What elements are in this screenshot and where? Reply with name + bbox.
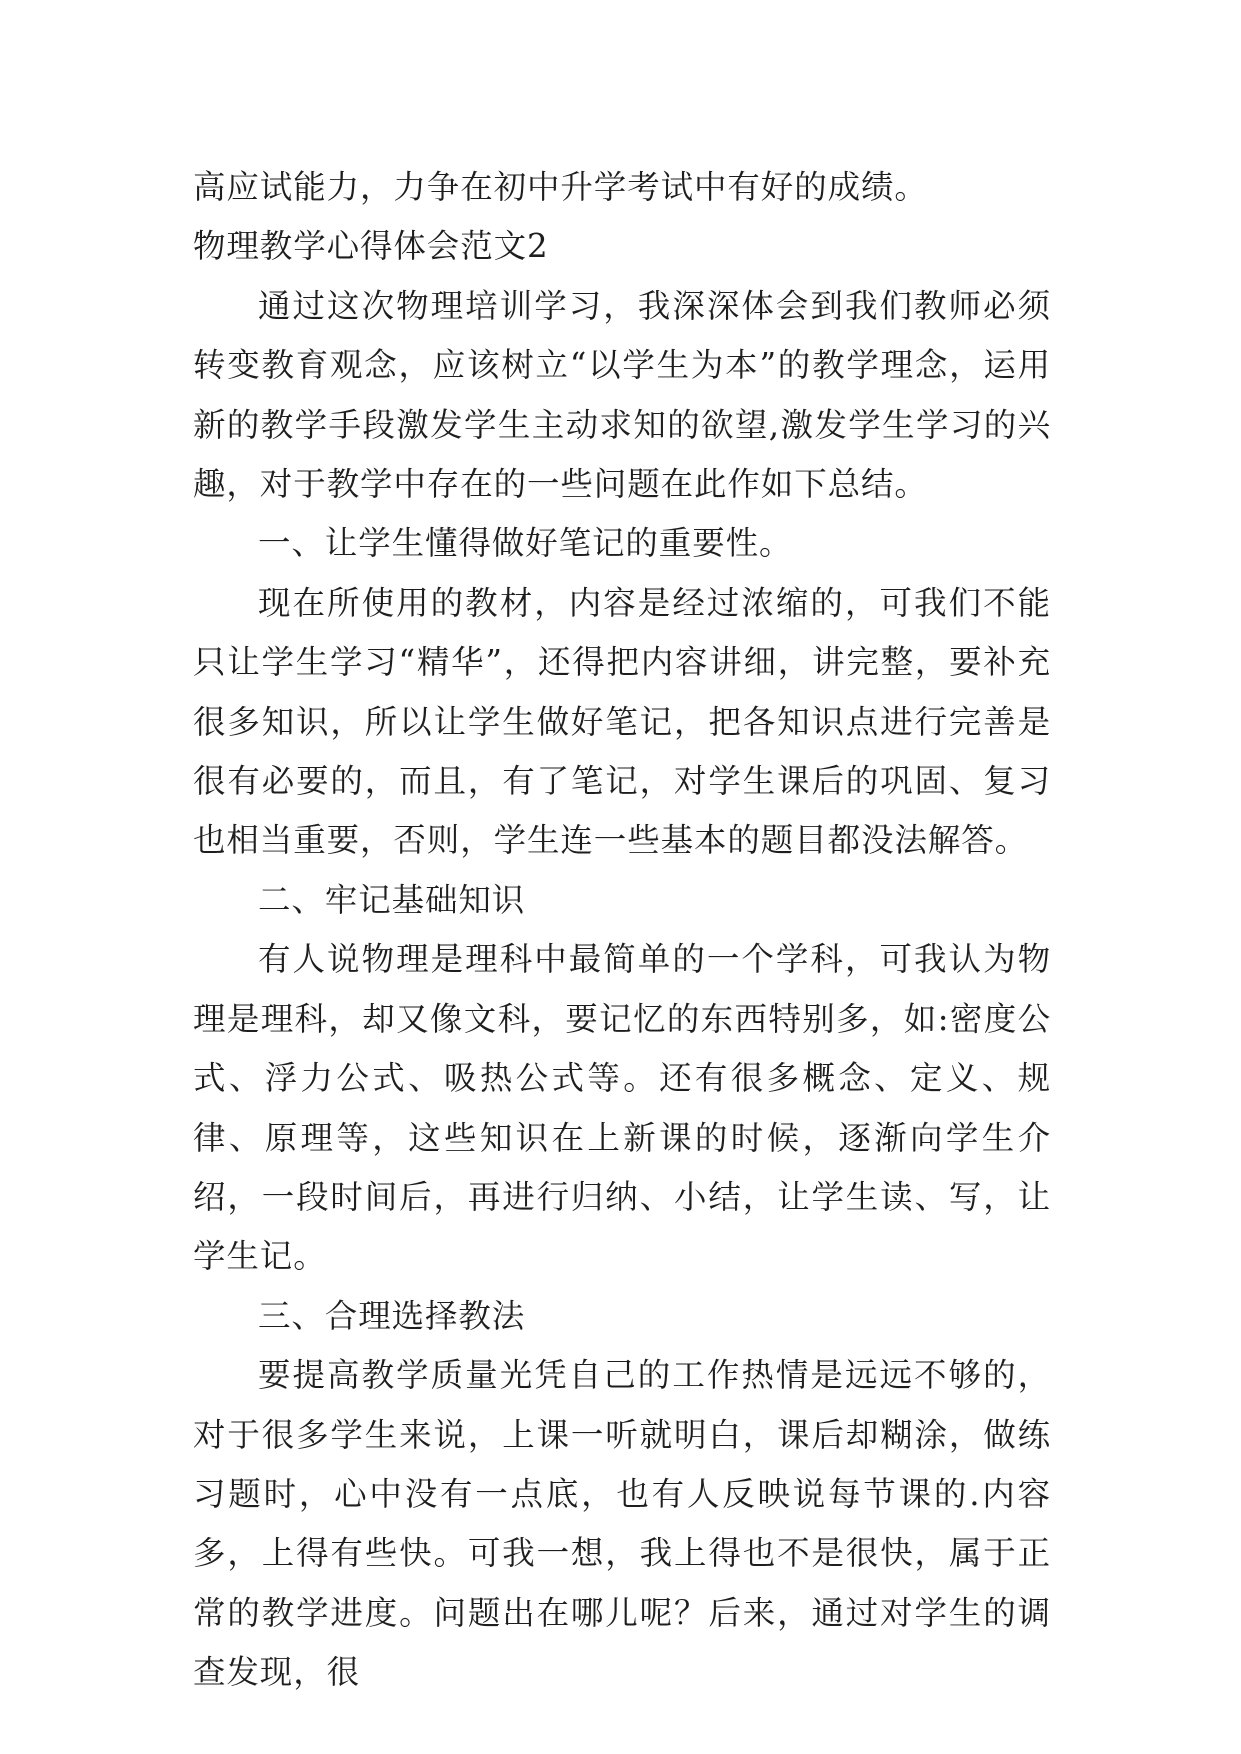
paragraph-point-two: 有人说物理是理科中最简单的一个学科，可我认为物理是理科，却又像文科，要记忆的东西特别多，如:密度公式、浮力公式、吸热公式等。还有很多概念、定义、规律、原理等，这些知识在上新课的时候，逐渐向学生介绍，一段时间后，再进行归纳、小结，让学生读、写，让学生记。	[193, 940, 1051, 1276]
paragraph-intro: 通过这次物理培训学习，我深深体会到我们教师必须转变教育观念，应该树立“以学生为本”的教学理念，运用新的教学手段激发学生主动求知的欲望,激发学生学习的兴趣，对于教学中存在的一些问题在此作如下总结。	[193, 286, 1051, 504]
heading-point-two: 二、牢记基础知识	[258, 880, 526, 919]
paragraph-point-three: 要提高教学质量光凭自己的工作热情是远远不够的，对于很多学生来说，上课一听就明白，课后却糊涂，做练习题时，心中没有一点底，也有人反映说每节课的.内容多，上得有些快。可我一想，我上得也不是很快，属于正常的教学进度。问题出在哪儿呢？后来，通过对学生的调查发现，很	[193, 1356, 1051, 1692]
heading-point-one: 一、让学生懂得做好笔记的重要性。	[258, 524, 793, 563]
paragraph-continuation: 高应试能力，力争在初中升学考试中有好的成绩。	[193, 168, 928, 206]
document-body	[193, 158, 1051, 1703]
heading-point-three: 三、合理选择教法	[258, 1296, 526, 1335]
paragraph-point-one: 现在所使用的教材，内容是经过浓缩的，可我们不能只让学生学习“精华”，还得把内容讲细，讲完整，要补充很多知识，所以让学生做好笔记，把各知识点进行完善是很有必要的，而且，有了笔记，对学生课后的巩固、复习也相当重要，否则，学生连一些基本的题目都没法解答。	[193, 583, 1051, 860]
section-title: 物理教学心得体会范文2	[193, 227, 549, 266]
